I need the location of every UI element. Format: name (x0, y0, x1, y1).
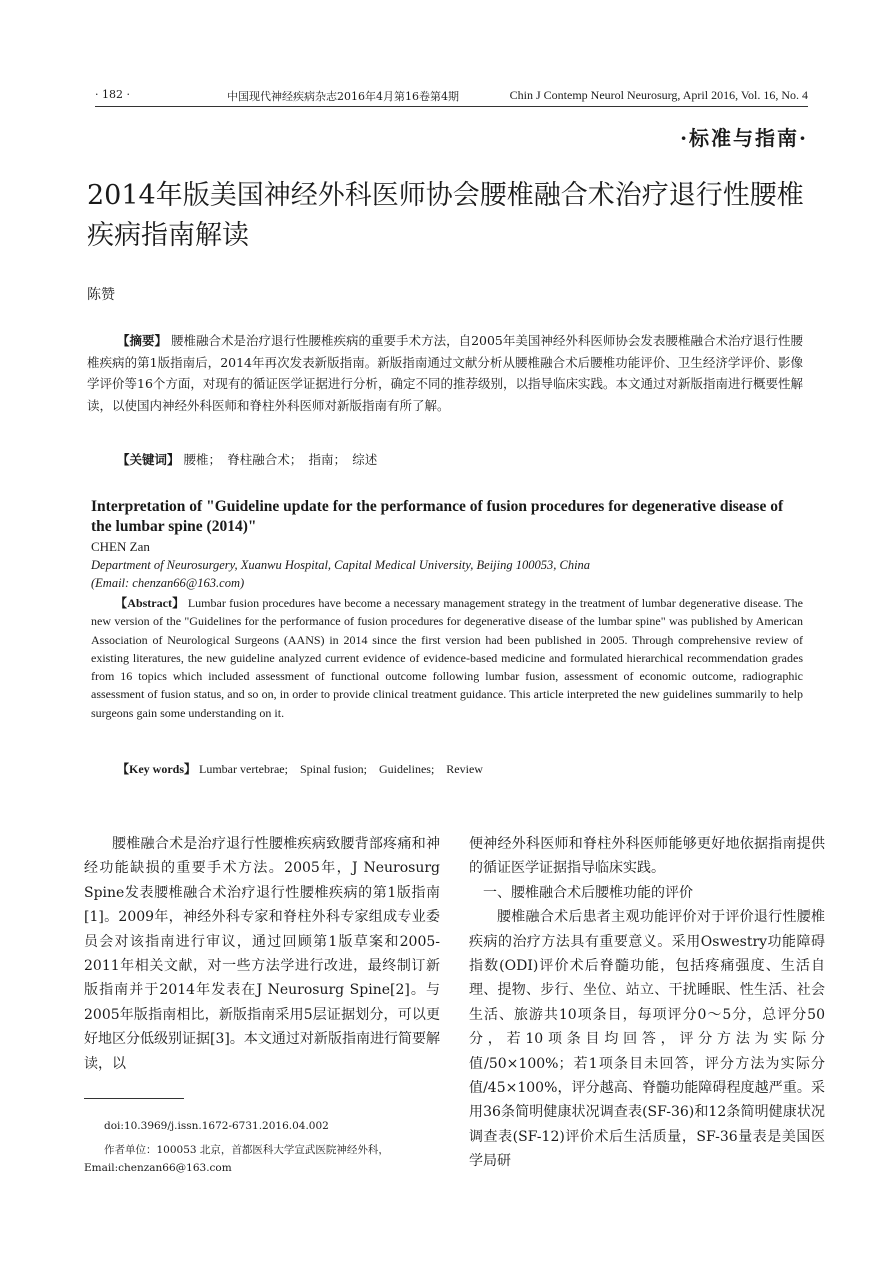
keywords-en (117, 760, 483, 777)
abstract-cn-text: 腰椎融合术是治疗退行性腰椎疾病的重要手术方法，自2005年美国神经外科医师协会发表腰椎融合术治疗退行性腰椎疾病的第1版指南后，2014年再次发表新版指南。新版指南通过文献分析从腰椎融合术后腰椎功能评价、卫生经济学评价、影像学评价等16个方面，对现有的循证医学证据进行分析，确定不同的推荐级别，以指导临床实践。本文通过对新版指南进行概要性解读，以使国内神经外科医师和脊柱外科医师对新版指南有所了解。 (87, 333, 803, 413)
body-right-column (469, 832, 825, 1174)
english-author: CHEN Zan (91, 539, 150, 554)
english-department: Department of Neurosurgery, Xuanwu Hospital, Capital Medical University, Beijing 100053, China (91, 558, 591, 572)
keywords-en-label: 【Key words】 (117, 762, 196, 776)
section-label: ·标准与指南· (680, 126, 808, 150)
abstract-cn-label: 【摘要】 (117, 333, 168, 348)
abstract-en-label: 【Abstract】 (115, 596, 185, 610)
abstract-cn (87, 330, 803, 416)
author-cn: 陈赞 (87, 287, 115, 303)
journal-name-cn: 中国现代神经疾病杂志2016年4月第16卷第4期 (227, 90, 459, 103)
keywords-en-text: Lumbar vertebrae; Spinal fusion; Guidelines; Review (199, 762, 483, 776)
running-header (95, 86, 808, 106)
section-heading: 一、腰椎融合术后腰椎功能的评价 (483, 884, 693, 901)
body-paragraph: 腰椎融合术后患者主观功能评价对于评价退行性腰椎疾病的治疗方法具有重要意义。采用Oswestry功能障碍指数(ODI)评价术后脊髓功能，包括疼痛强度、生活自理、提物、步行、坐位、站立、干扰睡眠、性生活、社会生活、旅游共10项条目，每项评分0～5分，总评分50分，若10项条目均回答，评分方法为实际分值/50×100%；若1项条目未回答，评分方法为实际分值/45×100%，评分越高、脊髓功能障碍程度越严重。采用36条简明健康状况调查表(SF-36)和12条简明健康状况调查表(SF-12)评价术后生活质量，SF-36量表是美国医学局研 (469, 909, 825, 1170)
keywords-cn (117, 450, 377, 468)
footnote-rule (84, 1098, 184, 1099)
page-number: · 182 · (95, 88, 130, 101)
article-title: 2014年版美国神经外科医师协会腰椎融合术治疗退行性腰椎疾病指南解读 (87, 180, 804, 251)
abstract-en (91, 594, 803, 722)
english-title: Interpretation of "Guideline update for the performance of fusion procedures for degenerative disease of the lumbar spine (2014)" (91, 498, 784, 535)
body-left-column: 腰椎融合术是治疗退行性腰椎疾病致腰背部疼痛和神经功能缺损的重要手术方法。2005年，J Neurosurg Spine发表腰椎融合术治疗退行性腰椎疾病的第1版指南[1]。2009年，神经外科专家和脊柱外科专家组成专业委员会对该指南进行审议，通过回顾第1版草案和2005-2011年相关文献，对一些方法学进行改进，最终制订新版指南并于2014年发表在J Neurosurg Spine[2]。与2005年版指南相比，新版指南采用5层证据划分，可以更好地区分低级别证据[3]。本文通过对新版指南进行简要解读，以 (84, 836, 440, 1072)
footnote-doi: doi:10.3969/j.issn.1672-6731.2016.04.002 (104, 1120, 329, 1132)
body-paragraph: 便神经外科医师和脊柱外科医师能够更好地依据指南提供的循证医学证据指导临床实践。 (469, 836, 825, 877)
english-email: (Email: chenzan66@163.com) (91, 576, 245, 590)
footnote-email: Email:chenzan66@163.com (84, 1162, 232, 1174)
footnote-affiliation: 作者单位：100053 北京，首都医科大学宣武医院神经外科， (104, 1144, 389, 1156)
header-rule (95, 106, 808, 107)
keywords-cn-text: 腰椎； 脊柱融合术； 指南； 综述 (183, 452, 378, 467)
keywords-cn-label: 【关键词】 (117, 452, 180, 467)
journal-name-en: Chin J Contemp Neurol Neurosurg, April 2016, Vol. 16, No. 4 (509, 88, 808, 102)
abstract-en-text: Lumbar fusion procedures have become a necessary management strategy in the treatment of lumbar degenerative disease. The new version of the "Guidelines for the performance of fusion procedures for degenerative disease of the lumbar spine" was published by American Association of Neurological Surgeons (AANS) in 2014 since the first version had been published in 2005. Through comprehensive review of existing literatures, the new guideline analyzed current evidence of evidence-based medicine and formulated hierarchical recommendation grades from 16 topics which included assessment of functional outcome following lumbar fusion, assessment of economic outcome, radiographic assessment of fusion status, and so on, in order to provide clinical treatment guidance. This article interpreted the new guidelines summarily to help surgeons gain some understanding on it. (91, 596, 804, 720)
